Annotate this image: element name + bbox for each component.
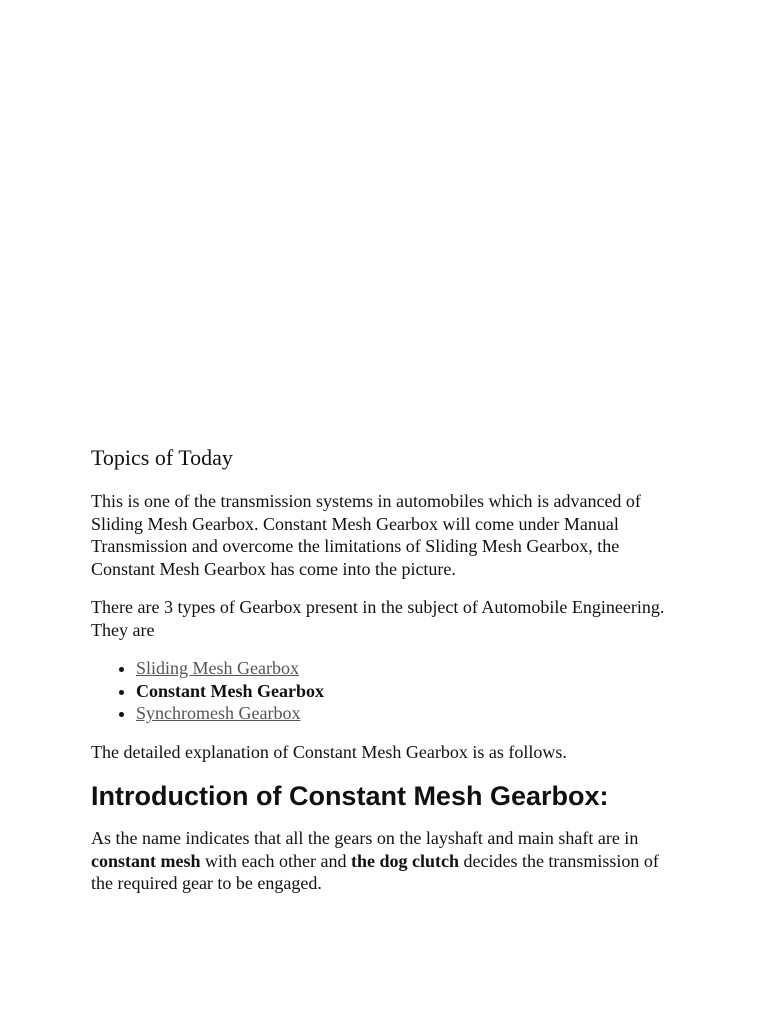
list-item: [136, 657, 681, 680]
explanation-lead: The detailed explanation of Constant Mesh Gearbox is as follows.: [91, 741, 567, 762]
topics-heading: Topics of Today: [91, 445, 233, 470]
section-body-text-3: decides the transmission of the required gear to be engaged.: [91, 850, 659, 893]
sliding-mesh-gearbox-link[interactable]: Sliding Mesh Gearbox: [136, 658, 299, 678]
gearbox-types-list: [91, 657, 681, 725]
constant-mesh-gearbox-item: Constant Mesh Gearbox: [136, 680, 324, 701]
intro-paragraph: This is one of the transmission systems in automobiles which is advanced of Sliding Mesh Gearbox. Constant Mesh Gearbox will come under Manual Transmission and overcome the limitations of Sliding Mesh Gearbox, the Constant Mesh Gearbox has come into the picture.: [91, 491, 641, 579]
section-body: [91, 827, 681, 895]
section-body-text-1: As the name indicates that all the gears on the layshaft and main shaft are in: [91, 828, 639, 848]
dog-clutch-emphasis: the dog clutch: [350, 850, 459, 871]
article-content: [91, 444, 681, 911]
list-item: [136, 680, 681, 703]
constant-mesh-emphasis: constant mesh: [91, 850, 201, 871]
section-body-text-2: with each other and: [200, 850, 351, 871]
list-item: [136, 702, 681, 725]
types-paragraph: There are 3 types of Gearbox present in the subject of Automobile Engineering. They are: [91, 597, 665, 640]
section-title: Introduction of Constant Mesh Gearbox:: [91, 781, 609, 811]
synchromesh-gearbox-link[interactable]: Synchromesh Gearbox: [136, 703, 301, 723]
